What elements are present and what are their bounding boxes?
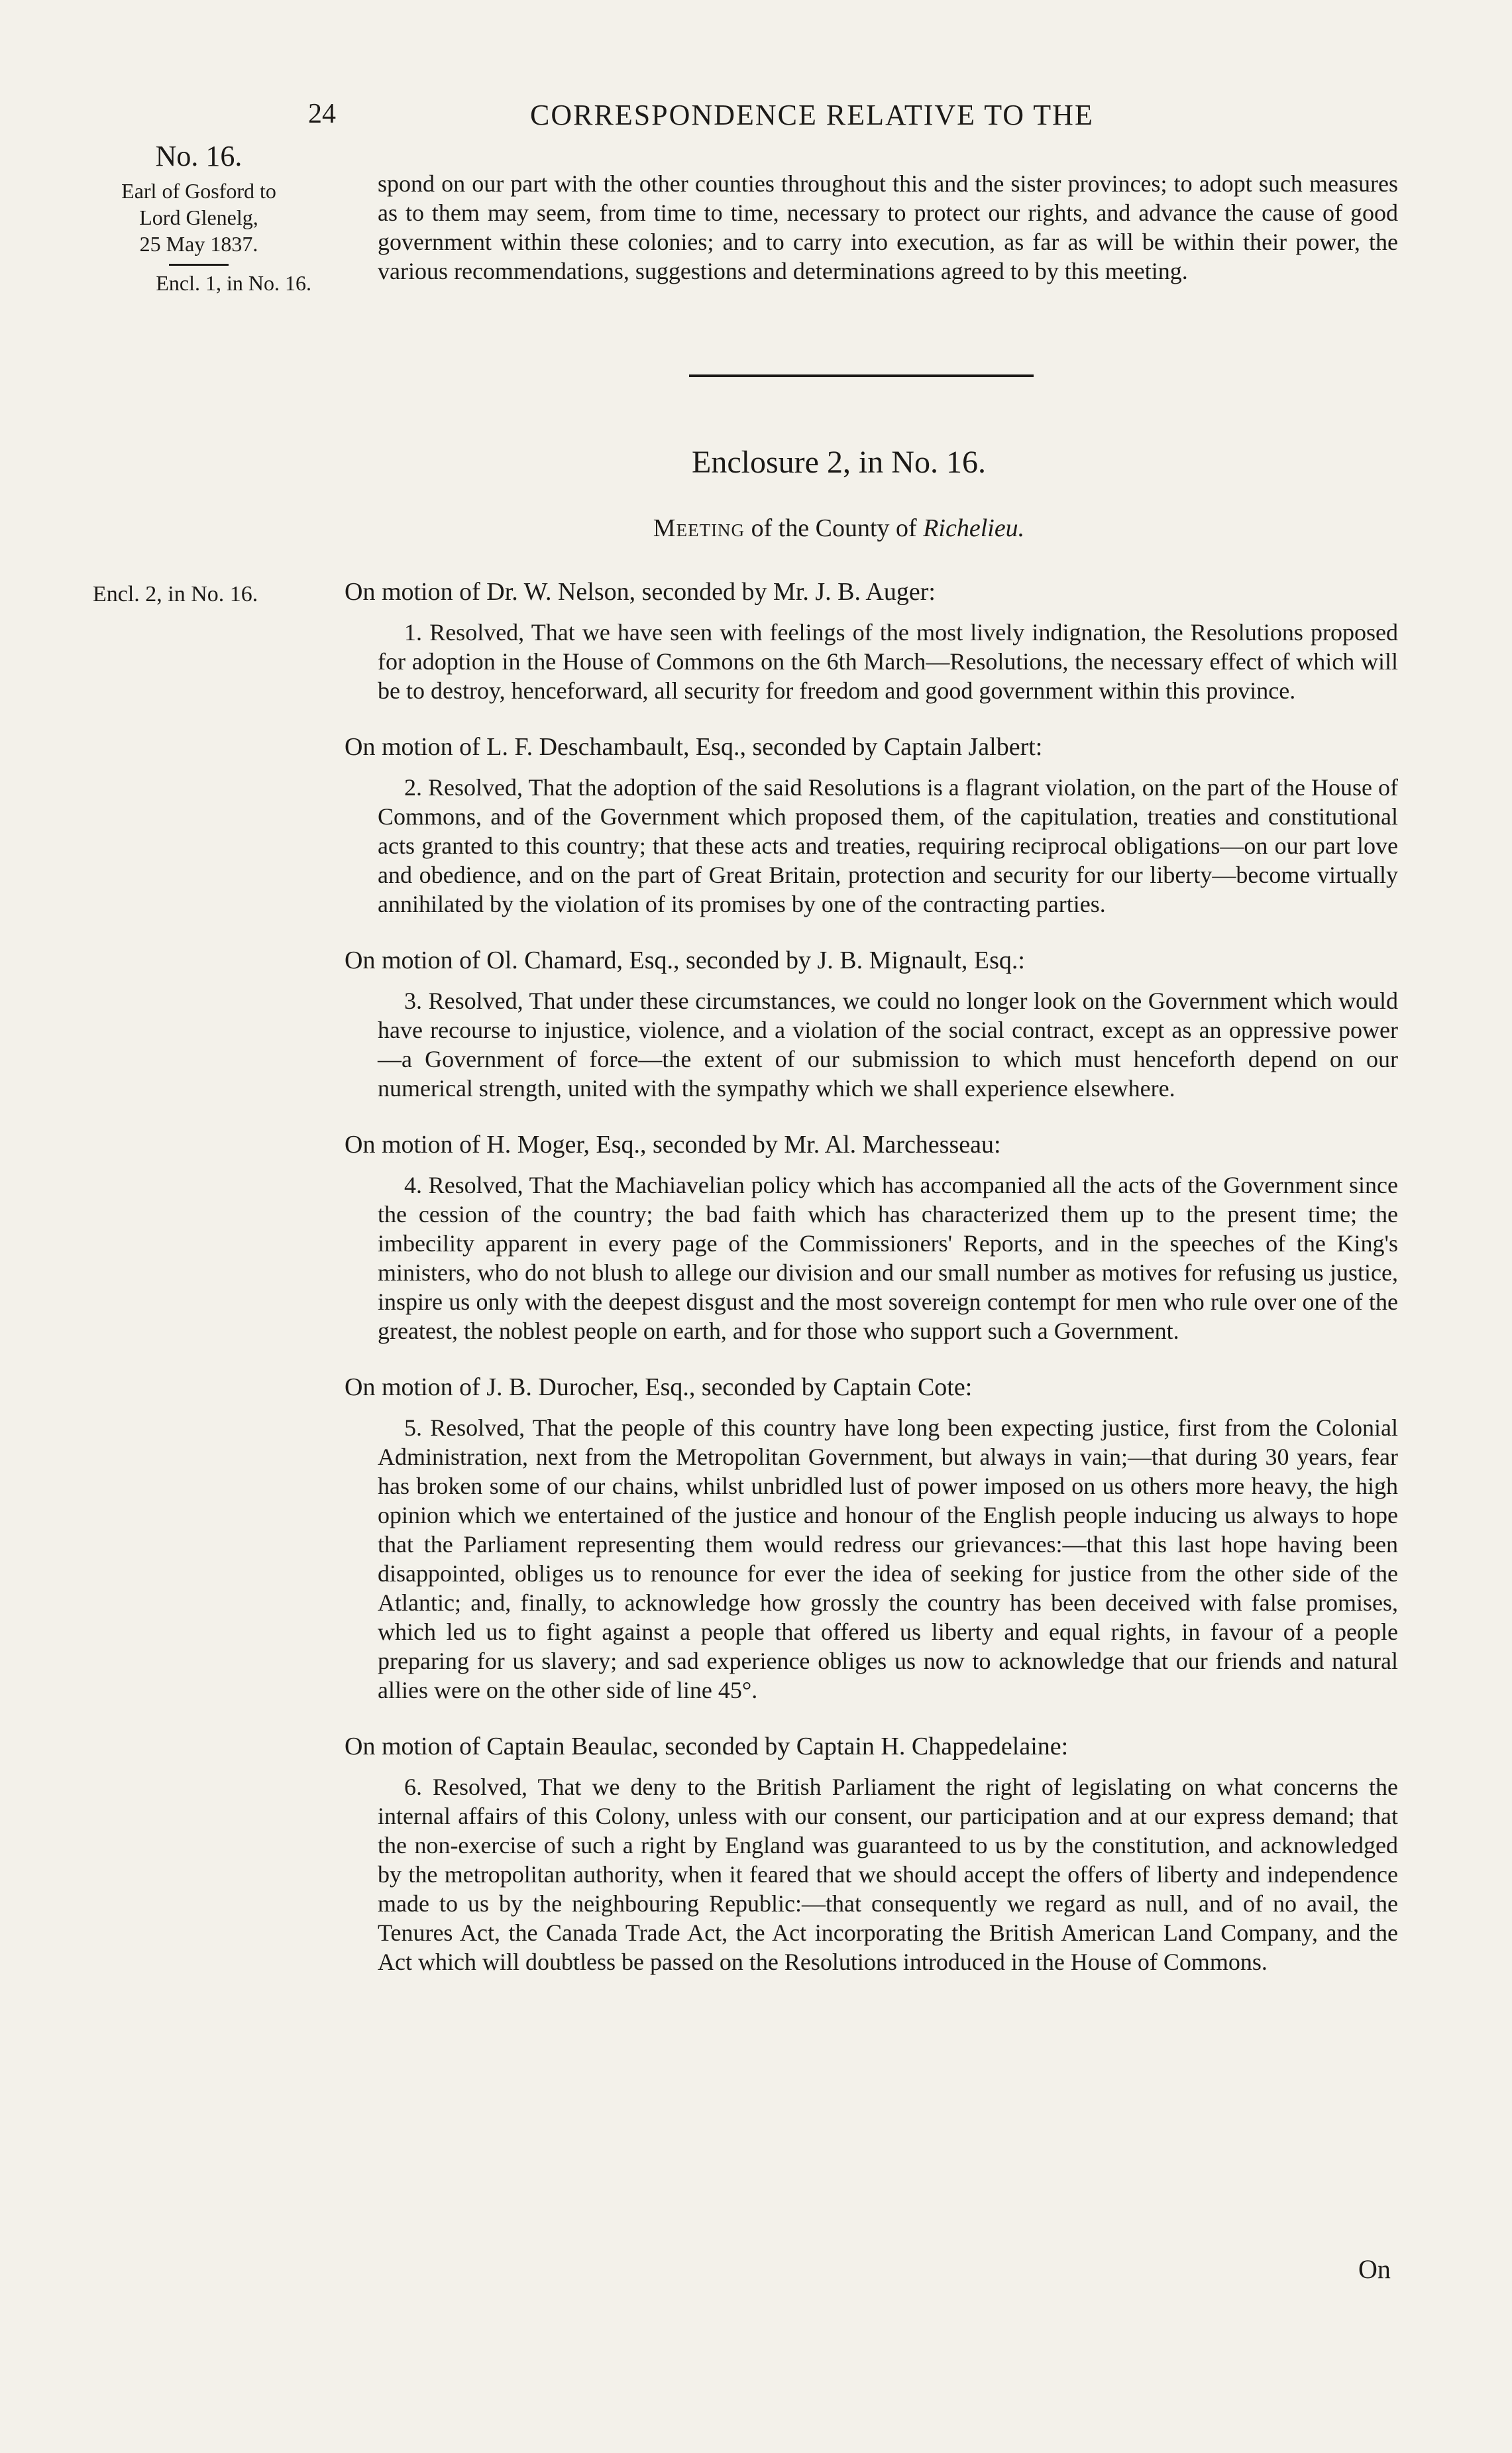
margin-number: No. 16.	[155, 140, 243, 172]
motion-line: On motion of J. B. Durocher, Esq., seconded by Captain Cote:	[345, 1373, 973, 1401]
resolution-text: 6. Resolved, That we deny to the British Parliament the right of legislating on what concerns the internal affairs of this Colony, unless with our consent, our participation and at our express demand; that the non-exercise of such a right by England was guaranteed to us by the constitution, and acknowledged by the metropolitan authority, when it feared that we should accept the offers of liberty and independence made to us by the neighbouring Republic:—that consequently we regard as null, and of no avail, the Tenures Act, the Canada Trade Act, the Act incorporating the British American Land Company, and the Act which will doubtless be passed on the Resolutions introduced in the House of Commons.	[378, 1774, 1398, 1975]
motion-line: On motion of L. F. Deschambault, Esq., seconded by Captain Jalbert:	[345, 733, 1043, 761]
margin-rule	[169, 264, 229, 266]
meeting-title	[0, 514, 1512, 543]
resolution-text: 3. Resolved, That under these circumstances, we could no longer look on the Government which would have recourse to injustice, violence, and a violation of the social contract, except as an oppressive power—a Government of force—the extent of our submission to which must henceforth depend on our numerical strength, united with the sympathy which we shall experience elsewhere.	[378, 988, 1398, 1102]
resolution-paragraph	[378, 986, 1398, 1103]
resolution-text: 5. Resolved, That the people of this country have long been expecting justice, first from the Colonial Administration, next from the Metropolitan Government, but always in vain;—that during 30 years, fear has broken some of our chains, whilst unbridled lust of power imposed on us others more heavy, the high opinion which we entertained of the justice and honour of the English people inducing us always to hope that the Parliament representing them would redress our grievances:—that this last hope having been disappointed, obliges us to renounce for ever the idea of seeking for justice from the other side of the Atlantic; and, finally, to acknowledge how grossly the country has been deceived with false promises, which led us to fight against a people that offered us liberty and equal rights, in favour of a people preparing for us slavery; and sad experience obliges us now to acknowledge that our friends and natural allies were on the other side of line 45°.	[378, 1414, 1398, 1703]
meeting-rest: of the County of	[745, 514, 924, 542]
motion-line: On motion of Ol. Chamard, Esq., seconded by J. B. Mignault, Esq.:	[345, 946, 1025, 974]
meeting-word: Meeting	[653, 514, 745, 542]
resolutions-list	[345, 577, 1398, 2003]
resolution-paragraph	[378, 1170, 1398, 1345]
catchword: On	[1358, 2254, 1391, 2284]
enclosure-heading: Enclosure 2, in No. 16.	[692, 445, 986, 480]
continuation-paragraph: spond on our part with the other counties throughout this and the sister provinces; to adopt such measures as to them may seem, from time to time, necessary to protect our rights, and advance the cause of good government within these colonies; and to carry into execution, as far as will be within their power, the various recommendations, suggestions and determinations agreed to by this meeting.	[378, 170, 1398, 284]
resolution-text: 4. Resolved, That the Machiavelian policy which has accompanied all the acts of the Government since the cession of the country; the bad faith which has characterized them up to the present time; the imbecility apparent in every page of the Commissioners' Reports, and in the speeches of the King's ministers, who do not blush to allege our division and our small number as motives for refusing us justice, inspire us only with the deepest disgust and the most sovereign contempt for men who rule over one of the greatest, the noblest people on earth, and for those who support such a Government.	[378, 1172, 1398, 1344]
motion-line: On motion of Dr. W. Nelson, seconded by Mr. J. B. Auger:	[345, 578, 936, 606]
resolution-paragraph	[378, 1772, 1398, 1976]
motion-line: On motion of H. Moger, Esq., seconded by Mr. Al. Marchesseau:	[345, 1131, 1001, 1159]
motion-line: On motion of Captain Beaulac, seconded by Captain H. Chappedelaine:	[345, 1733, 1069, 1760]
resolution-paragraph	[378, 618, 1398, 705]
margin-line-1: Earl of Gosford to	[121, 179, 276, 203]
margin-line-2: Lord Glenelg,	[139, 205, 258, 229]
margin-date: 25 May 1837.	[139, 232, 258, 256]
running-head: CORRESPONDENCE RELATIVE TO THE	[530, 99, 1094, 131]
meeting-county: Richelieu.	[923, 514, 1025, 542]
margin-enclosure-1: Encl. 1, in No. 16.	[156, 271, 311, 295]
margin-note	[86, 139, 311, 296]
resolution-text: 2. Resolved, That the adoption of the said Resolutions is a flagrant violation, on the part of the House of Commons, and of the Government which proposed them, of the capitulation, treaties and constitutional acts granted to this country; that these acts and treaties, requiring reciprocal obligations—on our part love and obedience, and on the part of Great Britain, protection and security for our liberty—become virtually annihilated by the violation of its promises by one of the contracting parties.	[378, 774, 1398, 917]
resolution-paragraph	[378, 773, 1398, 919]
section-separator	[689, 374, 1034, 377]
resolution-text: 1. Resolved, That we have seen with feelings of the most lively indignation, the Resolutions proposed for adoption in the House of Commons on the 6th March—Resolutions, the necessary effect of which will be to destroy, henceforward, all security for freedom and good government within this province.	[378, 619, 1398, 704]
page-number: 24	[308, 99, 336, 129]
margin-enclosure-2: Encl. 2, in No. 16.	[93, 582, 258, 606]
resolution-paragraph	[378, 1413, 1398, 1705]
